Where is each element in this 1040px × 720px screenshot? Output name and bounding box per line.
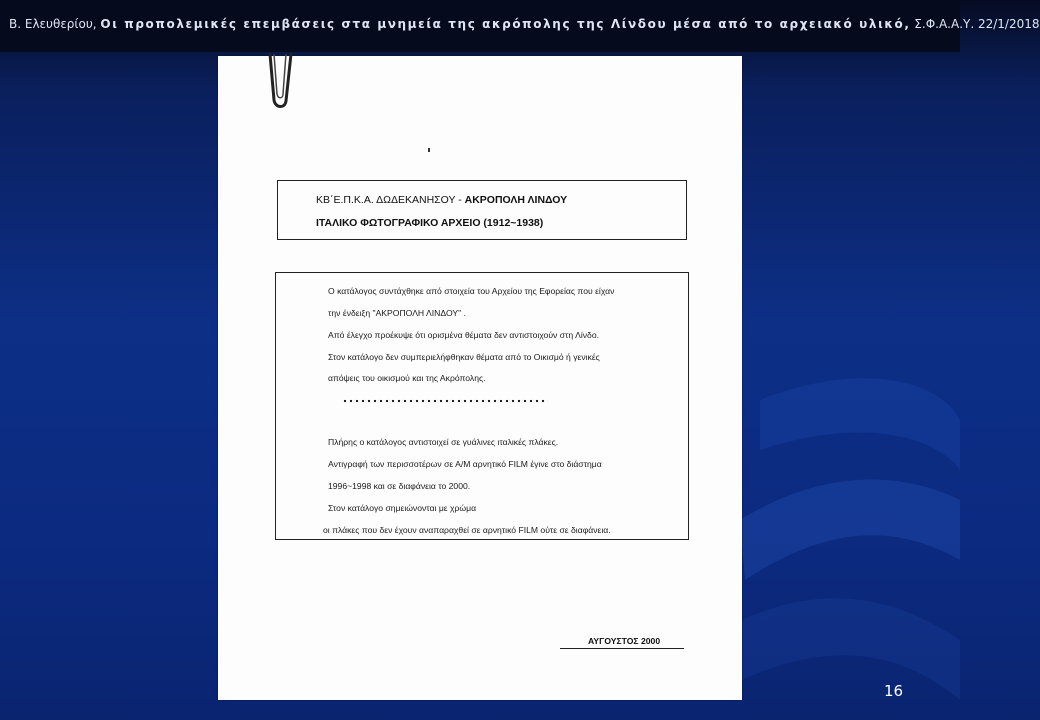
header-author: Β. Ελευθερίου, xyxy=(9,17,101,31)
heading-line-1-bold: ΑΚΡΟΠΟΛΗ ΛΙΝΔΟΥ xyxy=(464,194,568,206)
note-line: Αντιγραφή των περισσοτέρων σε Α/Μ αρνητικό FILM έγινε στο διάστημα xyxy=(328,459,602,469)
document-date: ΑΥΓΟΥΣΤΟΣ 2000 xyxy=(588,636,661,646)
scanned-document-page xyxy=(218,56,742,700)
scan-speck xyxy=(428,148,430,152)
paper-clip-icon xyxy=(258,54,298,112)
slide-header-bar xyxy=(0,0,1040,52)
heading-line-1 xyxy=(316,194,567,206)
header-suffix: Σ.Φ.Α.Α.Υ. 22/1/2018 xyxy=(910,17,1040,31)
date-underline xyxy=(560,648,684,649)
note-line: Από έλεγχο προέκυψε ότι ορισμένα θέματα δεν αντιστοιχούν στη Λίνδο. xyxy=(328,330,599,340)
heading-line-1-prefix: ΚΒ΄Ε.Π.Κ.Α. ΔΩΔΕΚΑΝΗΣΟΥ - xyxy=(316,194,465,206)
slide-number: 16 xyxy=(884,682,904,700)
note-line: την ένδειξη "ΑΚΡΟΠΟΛΗ ΛΙΝΔΟΥ" . xyxy=(328,308,466,318)
note-line: Ο κατάλογος συντάχθηκε από στοιχεία του Αρχείου της Εφορείας που είχαν xyxy=(328,286,615,296)
note-line: απόψεις του οικισμού και της Ακρόπολης. xyxy=(328,373,486,383)
note-line: Στον κατάλογο δεν συμπεριελήφθηκαν θέματα από το Οικισμό ή γενικές xyxy=(328,352,600,362)
note-line: Στον κατάλογο σημειώνονται με χρώμα xyxy=(328,503,477,513)
document-notes-box xyxy=(275,272,689,540)
document-heading-box xyxy=(277,180,687,240)
slide-header-text xyxy=(9,17,1040,31)
note-line: Πλήρης ο κατάλογος αντιστοιχεί σε γυάλινες ιταλικές πλάκες. xyxy=(328,437,559,447)
header-title: Οι προπολεμικές επεμβάσεις στα μνημεία της ακρόπολης της Λίνδου μέσα από το αρχειακό υλικό, xyxy=(100,17,911,31)
note-line: 1996~1998 και σε διαφάνεια το 2000. xyxy=(328,481,471,491)
heading-line-2: ΙΤΑΛΙΚΟ ΦΩΤΟΓΡΑΦΙΚΟ ΑΡΧΕΙΟ (1912~1938) xyxy=(316,217,544,229)
note-line: οι πλάκες που δεν έχουν αναπαραχθεί σε αρνητικό FILM ούτε σε διαφάνεια. xyxy=(323,525,611,535)
dotted-separator xyxy=(342,399,548,403)
